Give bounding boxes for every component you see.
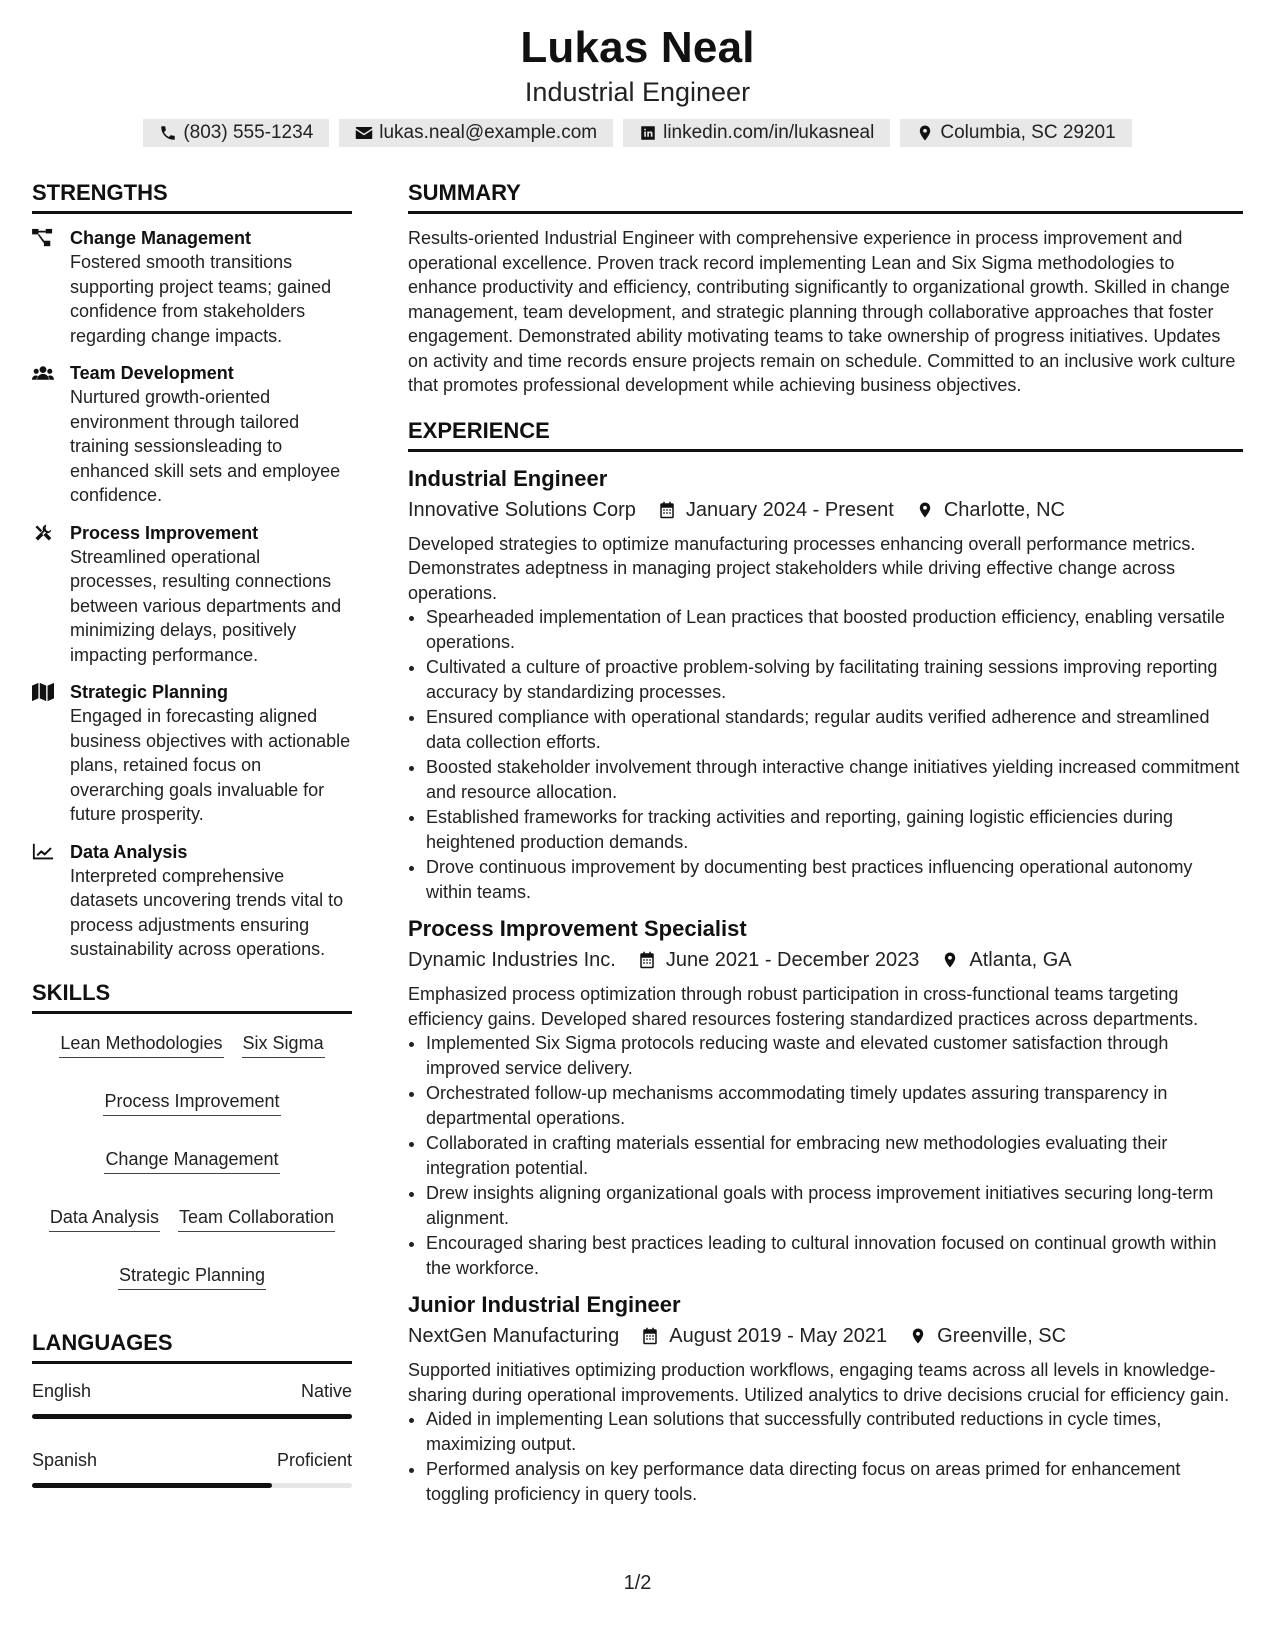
map-pin-icon — [909, 1327, 927, 1345]
job-bullet: • Spearheaded implementation of Lean practices that boosted production efficiency, enabling versatile operations. — [426, 605, 1243, 654]
candidate-name: Lukas Neal — [520, 23, 755, 72]
job-meta — [408, 945, 1243, 975]
language-item — [32, 1447, 352, 1488]
languages-heading: LANGUAGES — [32, 1328, 352, 1364]
strength-item — [32, 521, 352, 668]
map-pin-icon — [916, 124, 934, 142]
linkedin-contact[interactable] — [623, 119, 890, 147]
job-bullet: • Implemented Six Sigma protocols reducing waste and elevated customer satisfaction through improved service delivery. — [426, 1031, 1243, 1080]
skill-tag: Process Improvement — [103, 1088, 280, 1116]
language-name: Spanish — [32, 1449, 98, 1470]
job-description: Emphasized process optimization through robust participation in cross-functional teams targeting efficiency gains. Developed shared resources fostering standardized practices across departments. — [408, 984, 1199, 1029]
skill-tag: Lean Methodologies — [59, 1030, 223, 1058]
job-bullets — [408, 605, 1243, 904]
email-text: lukas.neal@example.com — [379, 122, 598, 143]
job-entry — [408, 1290, 1243, 1506]
right-column — [408, 178, 1243, 1516]
job-bullet: • Encouraged sharing best practices leading to cultural innovation focused on continual growth within the workforce. — [426, 1231, 1243, 1280]
left-column — [32, 178, 352, 1516]
calendar-icon — [638, 951, 656, 969]
strength-description: Streamlined operational processes, resulting connections between various departments and minimizing delays, positively impacting performance. — [70, 546, 342, 665]
job-meta — [408, 1321, 1243, 1351]
candidate-title: Industrial Engineer — [524, 77, 751, 107]
job-bullet: • Boosted stakeholder involvement through interactive change initiatives yielding increased commitment and resource allocation. — [426, 755, 1243, 804]
language-level-fill — [32, 1483, 272, 1488]
job-bullet: • Ensured compliance with operational standards; regular audits verified adherence and streamlined data collection efforts. — [426, 705, 1243, 754]
job-meta — [408, 495, 1243, 525]
resume-header — [0, 22, 1275, 147]
strength-heading: Data Analysis — [70, 841, 188, 862]
company-name: Dynamic Industries Inc. — [408, 949, 616, 971]
language-name: English — [32, 1380, 92, 1401]
skill-tag: Team Collaboration — [178, 1204, 335, 1232]
envelope-icon — [355, 124, 373, 142]
strength-description: Nurtured growth-oriented environment through tailored training sessionsleading to enhanced skill sets and employee confidence. — [70, 387, 341, 505]
summary-text: Results-oriented Industrial Engineer with comprehensive experience in process improvement and operational excellence. Proven track record implementing Lean and Six Sigma methodologies to enhance productivity and efficiency, contributing significantly to organizational growth. Skilled in change management, team development, and strategic planning through collaborative approaches that foster engagement. Demonstrated ability motivating teams to take ownership of progress initiatives. Updates on activity and time records ensure projects remain on schedule. Committed to an inclusive work culture that promotes professional development while achieving business objectives. — [408, 228, 1236, 395]
job-bullets — [408, 1407, 1243, 1506]
strengths-heading: STRENGTHS — [32, 178, 352, 214]
page-number: 1/2 — [623, 1572, 652, 1594]
skill-tag: Strategic Planning — [118, 1262, 266, 1290]
strength-item — [32, 361, 352, 508]
strength-item — [32, 840, 352, 962]
skill-tag: Change Management — [104, 1146, 279, 1174]
job-bullet: • Established frameworks for tracking activities and reporting, gaining logistic efficiencies during heightened production demands. — [426, 805, 1243, 854]
job-bullet: • Cultivated a culture of proactive problem-solving by facilitating training sessions improving reporting accuracy by standardizing processes. — [426, 655, 1243, 704]
language-level: Proficient — [276, 1449, 352, 1470]
summary-heading: SUMMARY — [408, 178, 1243, 214]
map-icon — [32, 682, 54, 702]
job-bullet: • Orchestrated follow-up mechanisms accommodating timely updates assuring transparency in departmental operations. — [426, 1081, 1243, 1130]
line-chart-icon — [32, 842, 54, 862]
network-icon — [32, 228, 54, 248]
linkedin-text: linkedin.com/in/lukasneal — [663, 122, 875, 143]
language-level-bar — [32, 1414, 352, 1419]
job-dates: January 2024 - Present — [685, 498, 894, 521]
tools-icon — [32, 523, 54, 543]
job-location: Charlotte, NC — [943, 498, 1065, 521]
skill-tag: Six Sigma — [242, 1030, 325, 1058]
email-contact[interactable] — [339, 119, 613, 147]
language-level-bar — [32, 1483, 352, 1488]
strength-heading: Strategic Planning — [70, 682, 229, 702]
strength-heading: Team Development — [70, 363, 234, 383]
skills-list — [32, 1030, 352, 1290]
job-entry — [408, 914, 1243, 1280]
job-bullet: • Drew insights aligning organizational goals with process improvement initiatives securing long-term alignment. — [426, 1181, 1243, 1230]
skills-heading: SKILLS — [32, 978, 352, 1014]
experience-heading: EXPERIENCE — [408, 416, 1243, 452]
strength-description: Interpreted comprehensive datasets uncovering trends vital to process adjustments ensuring sustainability across operations. — [70, 865, 344, 959]
strength-description: Fostered smooth transitions supporting project teams; gained confidence from stakeholders regarding change impacts. — [70, 252, 332, 346]
company-name: Innovative Solutions Corp — [408, 498, 636, 521]
linkedin-icon — [639, 124, 657, 142]
job-title: Junior Industrial Engineer — [408, 1292, 681, 1317]
language-level: Native — [300, 1380, 352, 1401]
job-dates: June 2021 - December 2023 — [665, 949, 920, 971]
job-bullets — [408, 1031, 1243, 1280]
job-bullet: • Aided in implementing Lean solutions that successfully contributed reductions in cycle times, maximizing output. — [426, 1407, 1243, 1456]
users-icon — [32, 363, 54, 383]
calendar-icon — [658, 501, 676, 519]
strength-heading: Process Improvement — [70, 522, 259, 543]
phone-contact[interactable] — [143, 119, 329, 147]
calendar-icon — [641, 1327, 659, 1345]
language-item — [32, 1378, 352, 1419]
location-contact — [900, 119, 1131, 147]
job-entry — [408, 464, 1243, 905]
strength-description: Engaged in forecasting aligned business objectives with actionable plans, retained focus on overarching goals invaluable for future prosperity. — [70, 706, 351, 824]
map-pin-icon — [916, 501, 934, 519]
skill-tag: Data Analysis — [49, 1204, 160, 1232]
language-level-fill — [32, 1414, 352, 1419]
job-dates: August 2019 - May 2021 — [669, 1325, 888, 1347]
job-bullet: • Performed analysis on key performance data directing focus on areas primed for enhancement toggling proficiency in query tools. — [426, 1457, 1243, 1506]
strength-heading: Change Management — [70, 228, 252, 248]
contact-bar — [0, 119, 1275, 147]
job-description: Supported initiatives optimizing production workflows, engaging teams across all levels in knowledge-sharing during operational improvements. Utilized analytics to drive decisions crucial for efficiency gain. — [408, 1360, 1230, 1405]
job-title: Industrial Engineer — [408, 465, 608, 491]
job-description: Developed strategies to optimize manufacturing processes enhancing overall performance metrics. Demonstrates adeptness in managing project stakeholders while driving effective change across operations. — [408, 533, 1196, 603]
job-location: Atlanta, GA — [969, 949, 1072, 971]
phone-icon — [159, 124, 177, 142]
map-pin-icon — [941, 951, 959, 969]
strength-item — [32, 680, 352, 827]
location-text: Columbia, SC 29201 — [940, 122, 1116, 143]
job-bullet: • Drove continuous improvement by documenting best practices influencing operational autonomy within teams. — [426, 855, 1243, 904]
job-title: Process Improvement Specialist — [408, 916, 747, 941]
job-location: Greenville, SC — [937, 1325, 1067, 1347]
company-name: NextGen Manufacturing — [408, 1325, 620, 1347]
job-bullet: • Collaborated in crafting materials essential for embracing new methodologies evaluating their integration potential. — [426, 1131, 1243, 1180]
phone-text: (803) 555-1234 — [183, 122, 314, 143]
strength-item — [32, 226, 352, 348]
